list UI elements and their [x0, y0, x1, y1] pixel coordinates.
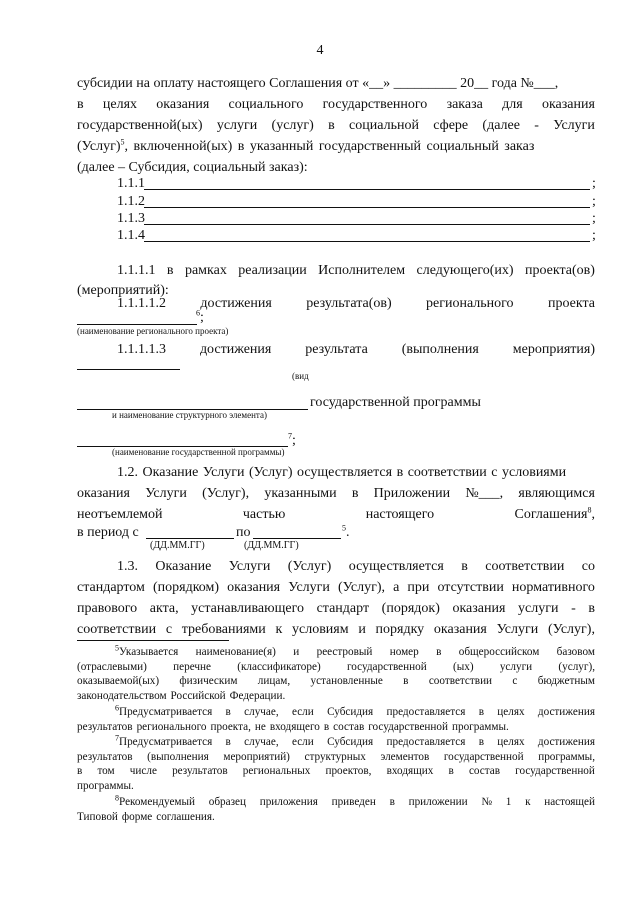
caption-struct-element: и наименование структурного элемента) — [112, 410, 267, 420]
word: оказания — [452, 601, 506, 616]
word: нормативного — [511, 580, 595, 595]
word: оказания — [156, 97, 210, 112]
para-12-period-end — [342, 522, 350, 543]
footnote-word: состав — [333, 720, 365, 733]
para-13-line-4 — [77, 619, 595, 640]
footnote-word: в — [225, 706, 231, 718]
word: Исполнителем — [318, 263, 406, 278]
word: регионального — [426, 296, 514, 311]
word: (порядок) — [381, 601, 440, 616]
footnote-word: (ых) — [452, 660, 474, 673]
footnote-word: законодательством — [77, 689, 167, 702]
footnote-ref-6: 6 — [196, 308, 200, 318]
para-12-word: неотъемлемой — [77, 507, 163, 522]
caption-regional-project: (наименование регионального проекта) — [77, 326, 229, 336]
footnote-word: Субсидия — [327, 706, 374, 718]
word: при — [407, 580, 430, 595]
word: оказания — [541, 97, 595, 112]
footnote-word: результатов — [77, 720, 133, 733]
footnote-word: входящих — [386, 765, 434, 778]
footnote-word: если — [291, 706, 314, 718]
footnote-line — [77, 750, 595, 765]
intro-line-4-post: , включенной(ых) в указанный государственный социальный заказ — [124, 139, 535, 154]
footnote-word: государственной — [443, 750, 524, 763]
word: порядку — [375, 622, 425, 637]
footnote-word: общероссийском — [458, 646, 540, 658]
word: оказания — [433, 622, 487, 637]
word: заказа — [446, 97, 483, 112]
footnote-line — [77, 735, 595, 750]
word: в — [461, 559, 468, 574]
word: целях — [102, 97, 138, 112]
regional-project-blank-line — [77, 324, 197, 325]
word: к — [275, 622, 283, 637]
footnote-word: к — [525, 796, 531, 808]
footnote-word: не — [254, 720, 266, 733]
word: Услуги — [496, 622, 539, 637]
word: указанными — [264, 486, 337, 501]
intro-line-2 — [77, 94, 595, 115]
footnote-word: проектов, — [325, 765, 372, 778]
footnote-word: программы, — [538, 750, 595, 763]
footnote-word: состав — [468, 765, 501, 778]
para-11113-line — [117, 339, 595, 360]
word: достижения — [200, 296, 272, 311]
footnote-word: 1 — [505, 796, 512, 808]
word: требованиями — [181, 622, 266, 637]
list-item-blank-line — [144, 224, 590, 225]
footnote-line — [77, 764, 595, 779]
footnote-word: программы. — [77, 779, 134, 792]
word: (выполнения — [401, 342, 479, 357]
intro-line-1: субсидии на оплату настоящего Соглашения от «__» _________ 20__ года №___, — [77, 76, 559, 91]
footnote-word: мероприятий) — [223, 750, 290, 763]
footnote-word: предоставляется — [386, 736, 466, 748]
footnote-word: $^7$Предусматривается — [115, 733, 213, 748]
date-caption-to: (ДД.ММ.ГГ) — [244, 540, 299, 551]
word: (Услуг) — [287, 559, 332, 574]
footnote-word: образец — [208, 796, 246, 808]
word: Услуги — [228, 559, 271, 574]
word: оказания — [227, 580, 281, 595]
word: Оказание — [155, 559, 212, 574]
result-kind-blank-line — [77, 369, 180, 370]
footnote-word: форме — [121, 810, 153, 823]
footnote-word: целях — [497, 706, 525, 718]
footnote-word: № — [481, 796, 492, 808]
intro-line-3 — [77, 115, 595, 136]
para-11112-semicolon: ; — [200, 310, 204, 325]
footnote-6 — [77, 705, 595, 734]
footnote-line — [77, 810, 595, 825]
para-11112-end — [196, 307, 204, 328]
para-12-word-with-ref — [515, 504, 596, 525]
para-12-line-2 — [77, 483, 595, 504]
footnote-word: случае, — [244, 706, 279, 718]
footnote-word: настоящей — [544, 796, 595, 808]
date-caption-from: (ДД.ММ.ГГ) — [150, 540, 205, 551]
footnote-word: элементов — [380, 750, 430, 763]
list-item-label: 1.1.2 — [117, 194, 145, 209]
footnote-word: номер — [389, 646, 419, 658]
footnote-word: числе — [129, 765, 157, 778]
footnote-word: достижения — [537, 736, 595, 748]
footnote-number: 7 — [115, 733, 119, 743]
para-12-line-3 — [77, 504, 595, 525]
word: достижения — [199, 342, 272, 357]
footnote-line — [77, 720, 595, 735]
list-item-end: ; — [592, 211, 596, 226]
word: следующего(их) — [416, 263, 514, 278]
footnote-line — [77, 779, 595, 794]
footnote-ref-5: 5 — [120, 137, 125, 147]
word: сфере — [433, 118, 469, 133]
footnote-word: оказываемой(ых) — [77, 675, 160, 688]
footnote-line — [77, 689, 595, 704]
footnote-word: в — [77, 765, 83, 778]
word: (далее — [482, 118, 520, 133]
word: устанавливающего — [191, 601, 304, 616]
footnote-word: $^8$Рекомендуемый — [115, 793, 196, 808]
footnote-word: (услуг), — [558, 660, 595, 673]
word: стандарт — [316, 601, 370, 616]
footnote-word: (выполнения — [147, 750, 209, 763]
footnote-line — [77, 674, 595, 689]
para-13-line-2 — [77, 577, 595, 598]
intro-line-4 — [77, 136, 595, 157]
footnote-word: предоставляется — [386, 706, 466, 718]
footnote-word: перечне — [173, 660, 211, 673]
word: услуги — [518, 601, 559, 616]
footnote-word: соответствии — [428, 675, 493, 688]
list-item-blank-line — [144, 207, 590, 208]
word: со — [581, 559, 595, 574]
footnote-word: услуги — [499, 660, 533, 673]
word: стандартом — [77, 580, 145, 595]
footnote-word: проекта, — [210, 720, 251, 733]
word: в — [588, 601, 595, 616]
intro-line-4-pre: (Услуг) — [77, 139, 121, 154]
word: (Услуг), — [337, 580, 385, 595]
footnote-word: в — [478, 706, 484, 718]
word: реализации — [238, 263, 307, 278]
word: 1.3. — [117, 559, 138, 574]
word: проекта(ов) — [524, 263, 595, 278]
word: мероприятия) — [512, 342, 595, 357]
footnote-number: 8 — [115, 793, 119, 803]
footnote-word: Субсидия — [327, 736, 374, 748]
para-12-comma: , — [591, 507, 595, 522]
caption-vid: (вид — [292, 371, 309, 381]
caption-gov-program: (наименование государственной программы) — [112, 447, 285, 457]
footnote-word: в — [403, 675, 409, 688]
word: Приложении — [373, 486, 451, 501]
footnote-word: в — [478, 736, 484, 748]
word: а — [393, 580, 400, 595]
footnote-7 — [77, 735, 595, 793]
word: - — [534, 118, 539, 133]
word: с — [165, 622, 173, 637]
word: в — [166, 263, 174, 278]
footnote-word: лицам, — [257, 675, 291, 688]
word: оказания — [77, 486, 130, 501]
word: правового — [77, 601, 138, 616]
footnote-word: регионального — [136, 720, 207, 733]
list-item-blank-line — [144, 241, 590, 242]
list-item-label: 1.1.1 — [117, 176, 145, 191]
word: осуществляется — [348, 559, 444, 574]
list-item-end: ; — [592, 228, 596, 243]
footnote-word: результатов — [172, 765, 228, 778]
word: соответствии — [77, 622, 157, 637]
date-from-blank-line — [146, 538, 234, 539]
para-11113-end — [288, 430, 296, 451]
footnote-separator — [77, 640, 229, 641]
footnote-word: государственной — [346, 660, 427, 673]
footnote-5 — [77, 645, 595, 703]
footnote-word: Российской — [170, 689, 226, 702]
footnote-word: в — [225, 736, 231, 748]
footnote-word: целях — [497, 736, 525, 748]
list-item-blank-line — [144, 189, 590, 190]
word: и — [358, 622, 366, 637]
para-13-line-3 — [77, 598, 595, 619]
para-12-word: настоящего — [365, 507, 435, 522]
para-1111-line-2: (мероприятий): — [77, 283, 169, 298]
para-12-period-pre: в период с — [77, 525, 139, 540]
para-12-period-dot: . — [346, 525, 350, 540]
footnote-word: с — [512, 675, 518, 688]
list-item-end: ; — [592, 176, 596, 191]
footnote-word: приложения — [259, 796, 318, 808]
para-12-period-mid: по — [236, 525, 251, 540]
word: в — [77, 97, 84, 112]
footnote-line — [77, 795, 595, 810]
footnote-number: 6 — [115, 703, 119, 713]
footnote-word: $^6$Предусматривается — [115, 703, 213, 718]
word: проекта — [547, 296, 595, 311]
footnote-word: в — [389, 796, 395, 808]
word: (Услуг), — [547, 622, 595, 637]
footnote-line — [77, 645, 595, 660]
footnote-line — [77, 660, 595, 675]
footnote-word: (отраслевыми) — [77, 660, 147, 673]
footnote-word: и — [293, 646, 300, 658]
para-12-word: частью — [242, 507, 286, 522]
list-item-label: 1.1.4 — [117, 228, 145, 243]
word: (порядком) — [152, 580, 220, 595]
footnote-word: приложении — [408, 796, 468, 808]
footnote-word: установленные — [310, 675, 383, 688]
footnote-ref-8: 8 — [587, 505, 592, 515]
word: социальной — [349, 118, 419, 133]
footnote-word: программы. — [451, 720, 509, 733]
list-item-label: 1.1.3 — [117, 211, 145, 226]
word: являющимся — [518, 486, 595, 501]
footnote-word: том — [97, 765, 115, 778]
word: акта, — [149, 601, 179, 616]
word: для — [502, 97, 523, 112]
para-12-word: Соглашения — [514, 507, 588, 522]
word: №___, — [465, 486, 504, 501]
footnote-word: реестровый — [316, 646, 373, 658]
word: 1.1.1.1.3 — [117, 342, 166, 357]
word: отсутствии — [437, 580, 504, 595]
footnote-word: в — [323, 720, 330, 733]
word: Услуги — [288, 580, 330, 595]
footnote-8 — [77, 795, 595, 824]
footnote-word: Федерации. — [229, 689, 286, 702]
page-number: 4 — [316, 43, 324, 58]
word: (услуг) — [271, 118, 314, 133]
footnote-word: бюджетным — [537, 675, 595, 688]
footnote-word: государственной — [515, 765, 595, 778]
word: (Услуг), — [202, 486, 250, 501]
para-1111-line-1 — [117, 260, 595, 281]
footnote-word: (классификаторе) — [237, 660, 321, 673]
para-11113-semicolon: ; — [292, 433, 296, 448]
word: результата — [305, 342, 368, 357]
word: соответствии — [485, 559, 565, 574]
footnote-word: наименование(я) — [195, 646, 276, 658]
footnote-word: в — [448, 765, 454, 778]
word: в — [351, 486, 359, 501]
footnote-ref-7: 7 — [288, 431, 292, 441]
word: результата(ов) — [306, 296, 392, 311]
footnote-word: входящего — [269, 720, 320, 733]
word: социального — [228, 97, 304, 112]
footnote-ref-5b: 5 — [342, 523, 346, 533]
footnote-word: приведен — [331, 796, 376, 808]
intro-line-5: (далее – Субсидия, социальный заказ): — [77, 160, 308, 175]
footnote-line — [77, 705, 595, 720]
word: 1.1.1.1 — [117, 263, 156, 278]
list-item-end: ; — [592, 194, 596, 209]
word: Услуги — [145, 486, 187, 501]
word: Услуги — [553, 118, 595, 133]
footnote-word: Типовой — [77, 810, 118, 823]
footnote-number: 5 — [115, 643, 119, 653]
word: государственной(ых) — [77, 118, 203, 133]
para-13-line-1 — [117, 556, 595, 577]
word: - — [571, 601, 576, 616]
footnote-word: структурных — [304, 750, 366, 763]
footnote-word: результатов — [77, 750, 133, 763]
footnote-word: государственной — [368, 720, 448, 733]
word: 1.1.1.1.2 — [117, 296, 166, 311]
word: в — [328, 118, 335, 133]
footnote-word: в — [436, 646, 442, 658]
footnote-word: физическим — [179, 675, 238, 688]
footnote-word: если — [291, 736, 314, 748]
footnote-word: базовом — [556, 646, 595, 658]
footnote-word: случае, — [244, 736, 279, 748]
footnote-word: $^5$Указывается — [115, 643, 179, 658]
footnote-word: достижения — [537, 706, 595, 718]
footnote-word: региональных — [242, 765, 311, 778]
word: услуги — [216, 118, 258, 133]
para-11112-line — [117, 293, 595, 314]
para-12-line-1: 1.2. Оказание Услуги (Услуг) осуществляется в соответствии с условиями — [117, 465, 567, 480]
word: условиям — [292, 622, 349, 637]
gov-program-label: государственной программы — [310, 395, 481, 410]
date-to-blank-line — [253, 538, 341, 539]
word: государственного — [322, 97, 428, 112]
footnote-word: соглашения. — [156, 810, 215, 823]
word: рамках — [184, 263, 227, 278]
